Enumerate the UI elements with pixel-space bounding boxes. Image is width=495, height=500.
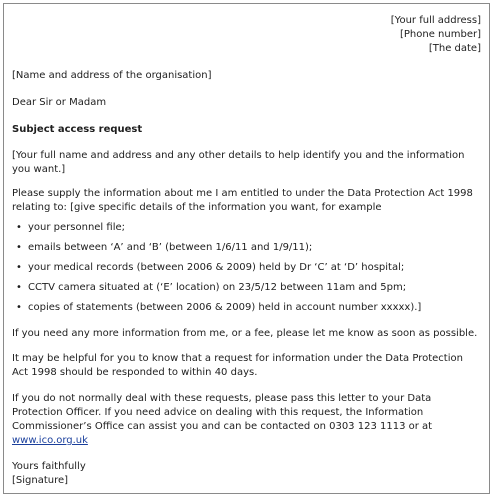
ico-website-link[interactable]: www.ico.org.uk [12, 435, 88, 446]
example-list [12, 221, 481, 315]
contact-text: If you do not normally deal with these requests, please pass this letter to your Data Protection Officer. If you need advice on dealing with this request, the Information Commissioner’s Office can assist you and can be contacted on 0303 123 1113 or at [12, 393, 433, 432]
signature-placeholder: [Signature] [12, 475, 69, 486]
list-item-text: your personnel file; [28, 222, 125, 233]
list-item-text: copies of statements (between 2006 & 2009) held in account number xxxxx).] [28, 302, 422, 313]
list-item [12, 221, 481, 235]
list-item [12, 261, 481, 275]
sender-phone: [Phone number] [400, 29, 481, 40]
sign-off: Yours faithfully [12, 461, 86, 472]
sender-address: [Your full address] [390, 15, 481, 26]
recipient-address: [Name and address of the organisation] [12, 70, 212, 81]
subject-heading: Subject access request [12, 124, 143, 135]
list-item [12, 281, 481, 295]
bullet-icon: • [16, 262, 22, 273]
letter-date: [The date] [428, 43, 481, 54]
list-item-text: emails between ‘A’ and ‘B’ (between 1/6/11 and 1/9/11); [28, 242, 313, 253]
bullet-icon: • [16, 222, 22, 233]
contact-paragraph [12, 392, 481, 448]
bullet-icon: • [16, 302, 22, 313]
bullet-icon: • [16, 282, 22, 293]
list-item [12, 241, 481, 255]
bullet-icon: • [16, 242, 22, 253]
list-item-text: your medical records (between 2006 & 2009) held by Dr ‘C’ at ‘D’ hospital; [28, 262, 405, 273]
request-paragraph: Please supply the information about me I am entitled to under the Data Protection Act 1998 relating to: [give specific details of the information you want, for example [12, 188, 473, 213]
letter-template-box [3, 3, 490, 494]
sender-block [12, 14, 481, 56]
identity-paragraph: [Your full name and address and any other details to help identify you and the information you want.] [12, 150, 465, 175]
salutation: Dear Sir or Madam [12, 97, 107, 108]
more-info-paragraph: If you need any more information from me, or a fee, please let me know as soon as possible. [12, 328, 478, 339]
deadline-paragraph: It may be helpful for you to know that a request for information under the Data Protection Act 1998 should be responded to within 40 days. [12, 353, 463, 378]
list-item-text: CCTV camera situated at (‘E’ location) on 23/5/12 between 11am and 5pm; [28, 282, 407, 293]
list-item [12, 301, 481, 315]
